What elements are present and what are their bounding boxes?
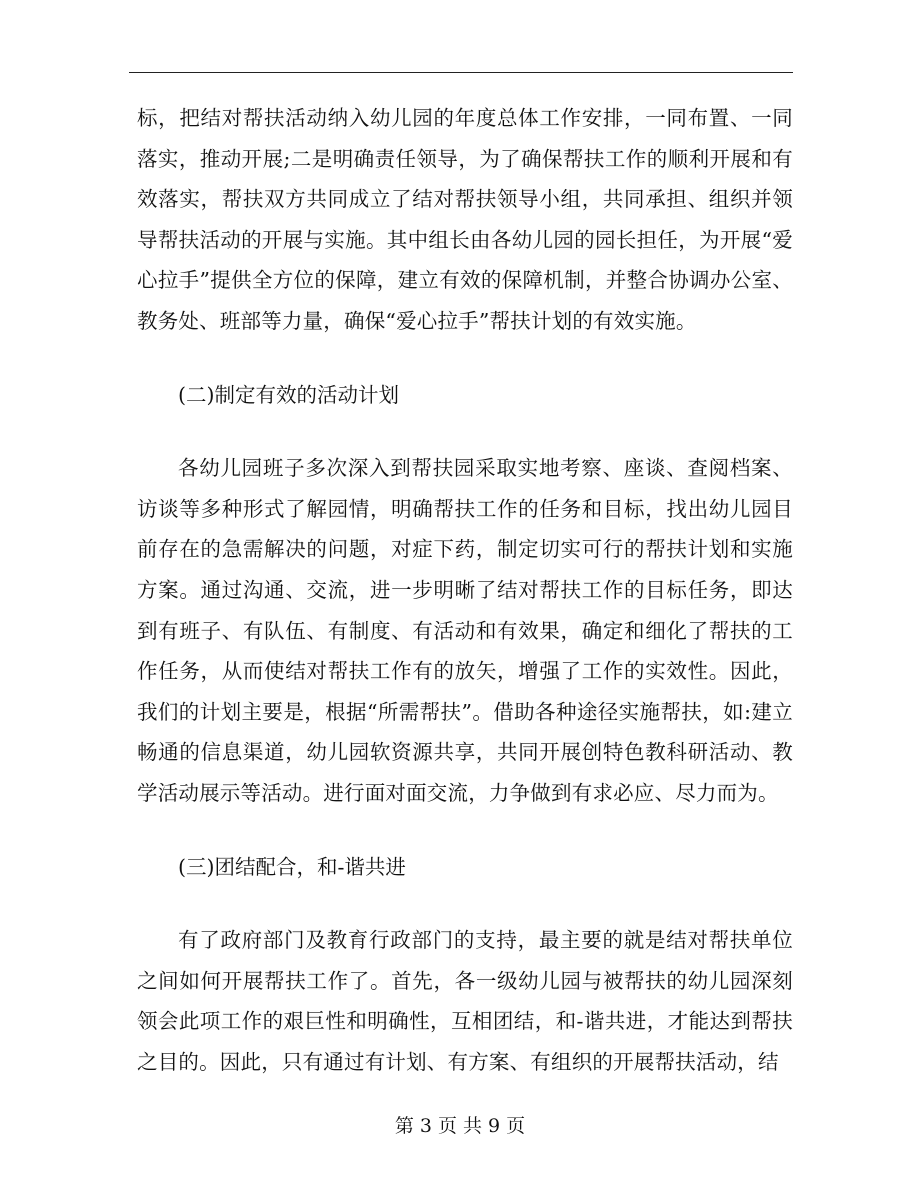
paragraph-continued: 标，把结对帮扶活动纳入幼儿园的年度总体工作安排，一同布置、一同落实，推动开展;二是明确责任领导，为了确保帮扶工作的顺利开展和有效落实，帮扶双方共同成立了结对帮扶领导小组，共同承担、组织并领导帮扶活动的开展与实施。其中组长由各幼儿园的园长担任，为开展“爱心拉手”提供全方位的保障，建立有效的保障机制，并整合协调办公室、教务处、班部等力量，确保“爱心拉手”帮扶计划的有效实施。 xyxy=(137,106,793,333)
footer-suffix: 页 xyxy=(506,1115,526,1137)
section-heading-2: (二)制定有效的活动计划 xyxy=(178,382,399,407)
footer-total-prefix: 共 xyxy=(463,1115,483,1137)
footer-page-word: 页 xyxy=(437,1115,457,1137)
footer-prefix: 第 xyxy=(394,1115,414,1137)
document-body xyxy=(137,98,793,1082)
header-divider xyxy=(129,72,793,73)
page-footer xyxy=(0,1112,920,1140)
section-heading-3: (三)团结配合，和-谐共进 xyxy=(178,854,406,879)
footer-total-pages: 9 xyxy=(488,1115,501,1137)
paragraph-cooperation: 有了政府部门及教育行政部门的支持，最主要的就是结对帮扶单位之间如何开展帮扶工作了。首先，各一级幼儿园与被帮扶的幼儿园深刻领会此项工作的艰巨性和明确性，互相团结，和-谐共进，才能达到帮扶之目的。因此，只有通过有计划、有方案、有组织的开展帮扶活动，结 xyxy=(137,928,793,1074)
paragraph-activity-plan: 各幼儿园班子多次深入到帮扶园采取实地考察、座谈、查阅档案、访谈等多种形式了解园情，明确帮扶工作的任务和目标，找出幼儿园目前存在的急需解决的问题，对症下药，制定切实可行的帮扶计划和实施方案。通过沟通、交流，进一步明晰了结对帮扶工作的目标任务，即达到有班子、有队伍、有制度、有活动和有效果，确定和细化了帮扶的工作任务，从而使结对帮扶工作有的放矢，增强了工作的实效性。因此，我们的计划主要是，根据“所需帮扶”。借助各种途径实施帮扶，如:建立畅通的信息渠道，幼儿园软资源共享，共同开展创特色教科研活动、教学活动展示等活动。进行面对面交流，力争做到有求必应、尽力而为。 xyxy=(137,456,793,805)
footer-current-page: 3 xyxy=(419,1115,432,1137)
